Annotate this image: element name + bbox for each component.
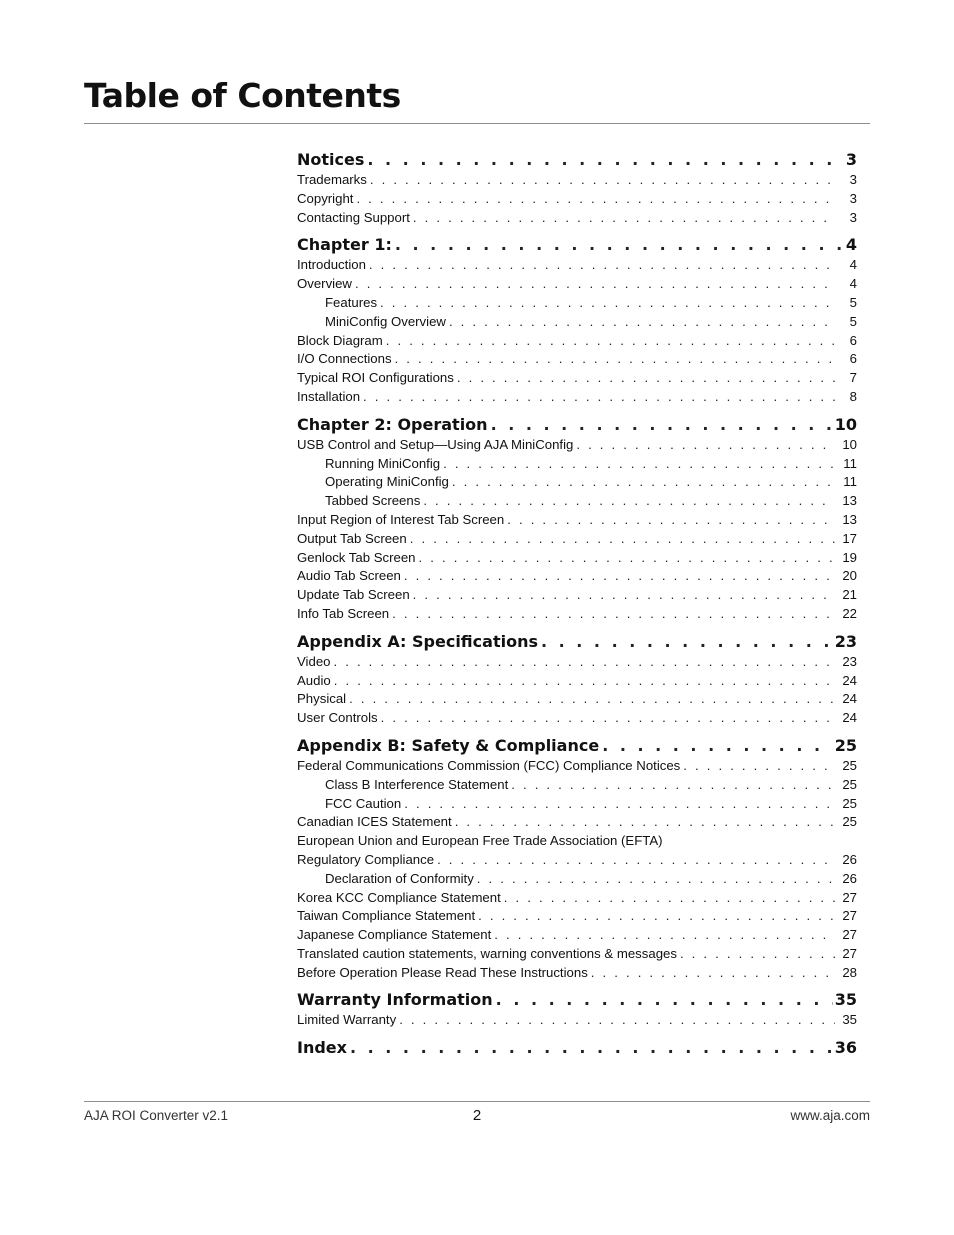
dot-leader (404, 796, 835, 811)
toc-entry[interactable] (297, 814, 857, 833)
toc-page-number: 21 (842, 587, 857, 603)
toc-entry[interactable] (297, 276, 857, 295)
footer-website: www.aja.com (790, 1108, 870, 1123)
dot-leader (683, 758, 835, 773)
toc-entry[interactable] (297, 606, 857, 625)
dot-leader (392, 606, 835, 621)
toc-page-number: 20 (842, 568, 857, 584)
toc-entry-label: Audio Tab Screen (297, 568, 401, 584)
toc-entry-label: Output Tab Screen (297, 530, 407, 546)
toc-entry[interactable] (297, 172, 857, 191)
dot-leader (395, 235, 844, 254)
dot-leader (455, 814, 835, 829)
toc-entry-label: Installation (297, 388, 361, 404)
toc-page-number: 19 (842, 549, 857, 565)
toc-entry[interactable] (297, 568, 857, 587)
toc-entry-label: Tabbed Screens (325, 493, 421, 509)
toc-entry-label: Translated caution statements, warning conventions & messages (297, 945, 677, 961)
dot-leader (413, 210, 835, 225)
toc-entry-label: Korea KCC Compliance Statement (297, 889, 501, 905)
toc-entry[interactable] (297, 965, 857, 984)
toc-page-number: 27 (842, 945, 857, 961)
toc-section-heading[interactable] (297, 1038, 857, 1059)
toc-entry[interactable] (297, 691, 857, 710)
toc-entry[interactable] (297, 191, 857, 210)
toc-section (297, 415, 857, 625)
dot-leader (369, 257, 835, 272)
toc-entry-label: Taiwan Compliance Statement (297, 908, 476, 924)
toc-page-number: 3 (849, 209, 857, 225)
toc-entry[interactable] (297, 710, 857, 729)
dot-leader (367, 150, 843, 169)
dot-leader (541, 632, 833, 651)
toc-entry-label: MiniConfig Overview (325, 313, 446, 329)
toc-page-number: 27 (842, 908, 857, 924)
toc-entry[interactable] (297, 908, 857, 927)
toc-section (297, 736, 857, 984)
toc-page-number: 25 (842, 795, 857, 811)
toc-page-number: 28 (842, 964, 857, 980)
toc-page-number: 35 (834, 990, 857, 1010)
toc-entry-label: Regulatory Compliance (297, 851, 435, 867)
toc-entry-label: European Union and European Free Trade Association (EFTA) (297, 833, 663, 849)
toc-section (297, 990, 857, 1031)
toc-entry[interactable] (297, 890, 857, 909)
toc-subentry[interactable] (297, 295, 857, 314)
toc-section (297, 632, 857, 729)
toc-entry-label: Block Diagram (297, 332, 383, 348)
toc-entry-label: Genlock Tab Screen (297, 549, 416, 565)
toc-entry-label: Japanese Compliance Statement (297, 927, 492, 943)
dot-leader (349, 691, 835, 706)
dot-leader (511, 777, 835, 792)
dot-leader (449, 314, 835, 329)
dot-leader (496, 990, 833, 1009)
dot-leader (413, 587, 835, 602)
toc-page-number: 26 (842, 851, 857, 867)
toc-entry-label: Warranty Information (297, 990, 493, 1010)
toc-page-number: 23 (842, 653, 857, 669)
dot-leader (478, 908, 835, 923)
toc-section-heading[interactable] (297, 990, 857, 1011)
toc-entry-label: User Controls (297, 710, 378, 726)
toc-page-number: 25 (842, 757, 857, 773)
toc-entry[interactable] (297, 531, 857, 550)
toc-entry[interactable] (297, 437, 857, 456)
dot-leader (576, 437, 835, 452)
dot-leader (504, 890, 835, 905)
toc-page-number: 4 (845, 235, 857, 255)
toc-entry[interactable] (297, 1012, 857, 1031)
toc-entry[interactable] (297, 210, 857, 229)
toc-entry-label: Physical (297, 691, 347, 707)
toc-entry-label: Update Tab Screen (297, 587, 410, 603)
toc-entry-label: Canadian ICES Statement (297, 814, 452, 830)
toc-entry-label: Video (297, 653, 331, 669)
toc-page-number: 35 (842, 1012, 857, 1028)
toc-entry[interactable] (297, 512, 857, 531)
toc-page-number: 25 (834, 735, 857, 755)
toc-page-number: 22 (842, 605, 857, 621)
dot-leader (437, 852, 835, 867)
toc-page-number: 13 (842, 493, 857, 509)
toc-page-number: 27 (842, 889, 857, 905)
toc-entry-label: Notices (297, 150, 365, 169)
dot-leader (350, 1038, 833, 1057)
footer-divider (84, 1101, 870, 1102)
toc-entry[interactable] (297, 852, 857, 871)
toc-entry-label: Running MiniConfig (325, 455, 441, 471)
toc-entry-label: Limited Warranty (297, 1012, 397, 1028)
toc-section (297, 235, 857, 407)
toc-page-number: 6 (849, 351, 857, 367)
toc-section-heading[interactable] (297, 150, 857, 171)
toc-subentry[interactable] (297, 777, 857, 796)
toc-entry-label: I/O Connections (297, 351, 392, 367)
toc-entry-label: Appendix A: Specifications (297, 631, 538, 651)
dot-leader (591, 965, 835, 980)
toc-section-heading[interactable] (297, 632, 857, 653)
toc-page-number: 17 (842, 530, 857, 546)
dot-leader (494, 927, 835, 942)
toc-section-heading[interactable] (297, 415, 857, 436)
toc-section (297, 1038, 857, 1059)
toc-entry-label: Appendix B: Safety & Compliance (297, 735, 600, 755)
dot-leader (356, 191, 835, 206)
dot-leader (399, 1012, 835, 1027)
toc-entry-label: Trademarks (297, 172, 367, 187)
toc-section (297, 150, 857, 228)
toc-entry-label: Chapter 1: (297, 235, 392, 255)
dot-leader (334, 654, 836, 669)
toc-page-number: 11 (843, 474, 857, 490)
toc-entry-label: Copyright (297, 190, 354, 206)
toc-page-number: 5 (849, 313, 857, 329)
toc-entry[interactable] (297, 946, 857, 965)
toc-entry-label: Overview (297, 276, 352, 292)
toc-entry[interactable] (297, 833, 857, 852)
toc-entry[interactable] (297, 587, 857, 606)
toc-entry-label: Declaration of Conformity (325, 870, 474, 886)
toc-subentry[interactable] (297, 456, 857, 475)
toc-entry[interactable] (297, 257, 857, 276)
toc-subentry[interactable] (297, 493, 857, 512)
toc-page-number: 4 (849, 276, 857, 292)
toc-entry-label: Features (325, 294, 378, 310)
toc-entry[interactable] (297, 927, 857, 946)
dot-leader (363, 389, 835, 404)
toc-entry-label: Before Operation Please Read These Instructions (297, 964, 588, 980)
dot-leader (370, 172, 835, 187)
toc-page-number: 11 (843, 455, 857, 471)
toc-entry[interactable] (297, 654, 857, 673)
toc-entry-label: Operating MiniConfig (325, 474, 449, 490)
toc-entry[interactable] (297, 550, 857, 569)
toc-subentry[interactable] (297, 474, 857, 493)
dot-leader (423, 493, 835, 508)
toc-section-heading[interactable] (297, 736, 857, 757)
toc-entry-label: Contacting Support (297, 209, 410, 225)
toc-entry[interactable] (297, 333, 857, 352)
toc-page-number: 7 (849, 370, 857, 386)
dot-leader (381, 710, 835, 725)
toc-page-number: 13 (842, 511, 857, 527)
toc-entry-label: Federal Communications Commission (FCC) Compliance Notices (297, 757, 681, 773)
toc-entry-label: USB Control and Setup—Using AJA MiniConfig (297, 436, 574, 452)
toc-entry[interactable] (297, 370, 857, 389)
toc-entry-label: Chapter 2: Operation (297, 414, 488, 434)
toc-entry-label: FCC Caution (325, 795, 402, 811)
toc-entry-label: Audio (297, 672, 331, 688)
toc-page-number: 3 (845, 150, 857, 169)
toc-entry[interactable] (297, 389, 857, 408)
toc-entry-label: Input Region of Interest Tab Screen (297, 511, 505, 527)
dot-leader (404, 568, 835, 583)
toc-entry-label: Info Tab Screen (297, 605, 390, 621)
toc-page-number: 23 (834, 631, 857, 651)
toc-subentry[interactable] (297, 871, 857, 890)
toc-subentry[interactable] (297, 314, 857, 333)
dot-leader (334, 673, 835, 688)
dot-leader (452, 474, 835, 489)
toc-entry-label: Typical ROI Configurations (297, 370, 454, 386)
toc-entry-label: Introduction (297, 257, 366, 273)
dot-leader (477, 871, 835, 886)
dot-leader (491, 415, 833, 434)
table-of-contents (297, 150, 857, 1066)
toc-entry-label: Index (297, 1038, 347, 1058)
dot-leader (386, 333, 835, 348)
page-title: Table of Contents (84, 76, 401, 115)
toc-page-number: 24 (842, 672, 857, 688)
dot-leader (419, 550, 835, 565)
toc-page-number: 3 (849, 172, 857, 187)
toc-page-number: 36 (834, 1038, 857, 1058)
toc-page-number: 25 (842, 814, 857, 830)
toc-entry[interactable] (297, 758, 857, 777)
dot-leader (380, 295, 835, 310)
toc-subentry[interactable] (297, 796, 857, 815)
footer-page-number: 2 (472, 1107, 482, 1124)
toc-page-number: 10 (834, 414, 857, 434)
dot-leader (602, 736, 833, 755)
toc-page-number: 24 (842, 710, 857, 726)
dot-leader (457, 370, 835, 385)
dot-leader (507, 512, 835, 527)
toc-section-heading[interactable] (297, 235, 857, 256)
dot-leader (680, 946, 835, 961)
dot-leader (355, 276, 835, 291)
title-divider (84, 123, 870, 124)
dot-leader (395, 351, 835, 366)
toc-page-number: 27 (842, 927, 857, 943)
toc-page-number: 25 (842, 776, 857, 792)
toc-entry[interactable] (297, 673, 857, 692)
toc-page-number: 4 (849, 257, 857, 273)
dot-leader (443, 456, 835, 471)
toc-page-number: 5 (849, 294, 857, 310)
footer-product-name: AJA ROI Converter v2.1 (84, 1108, 229, 1123)
toc-page-number: 3 (849, 190, 857, 206)
toc-entry[interactable] (297, 351, 857, 370)
toc-page-number: 8 (849, 388, 857, 404)
toc-page-number: 24 (842, 691, 857, 707)
toc-entry-label: Class B Interference Statement (325, 776, 509, 792)
toc-page-number: 26 (842, 870, 857, 886)
toc-page-number: 10 (842, 436, 857, 452)
toc-page-number: 6 (849, 332, 857, 348)
dot-leader (410, 531, 835, 546)
